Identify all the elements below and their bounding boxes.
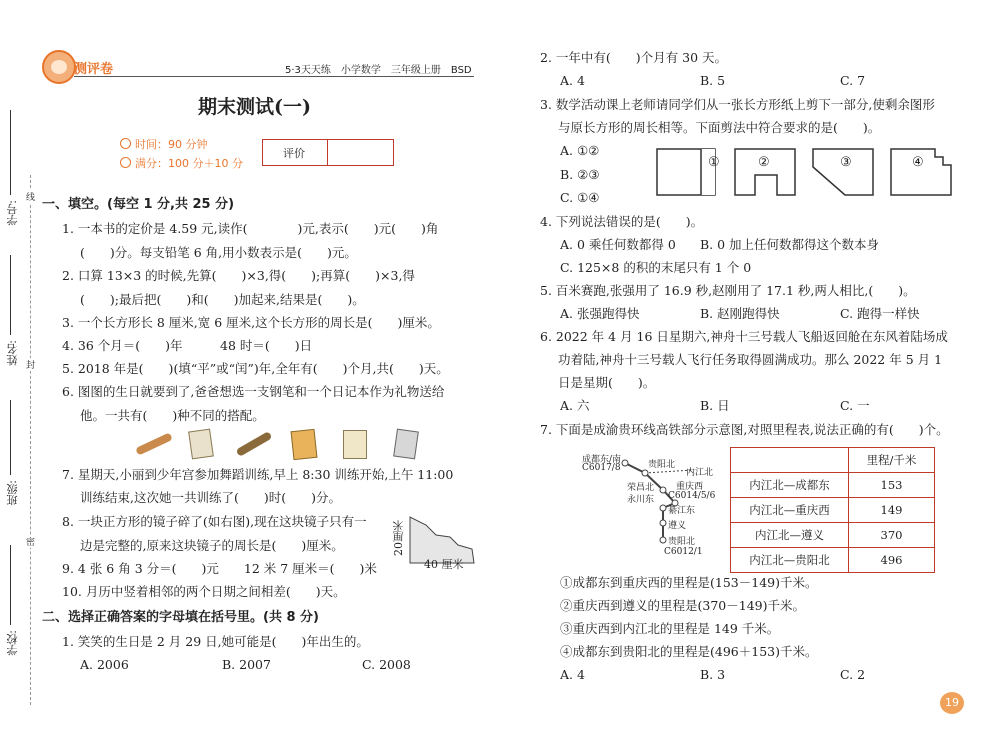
evaluation-label: 评价 bbox=[283, 147, 305, 160]
logo-text: 测评卷 bbox=[74, 62, 114, 77]
clock-icon bbox=[120, 138, 131, 149]
r-q7-option-c: C. 2 bbox=[840, 667, 866, 682]
map-label-qijiangdong: 綦江东 bbox=[668, 506, 696, 516]
map-label-rongchangbei: 荣昌北 bbox=[627, 483, 655, 493]
evaluation-divider bbox=[327, 140, 328, 165]
margin-mark-feng: 封 bbox=[26, 358, 35, 371]
table-cell-route: 内江北—贵阳北 bbox=[731, 548, 849, 573]
q2-line-a: 2. 口算 13×3 的时候,先算( )×3,得( );再算( )×3,得 bbox=[62, 268, 415, 283]
shape-1 bbox=[657, 149, 715, 195]
shape-4-label: ④ bbox=[912, 155, 924, 170]
r-q2-option-c: C. 7 bbox=[840, 73, 866, 88]
map-label-chengdu: 成都东/南 bbox=[582, 455, 622, 465]
time-limit: 时间：90 分钟 bbox=[135, 138, 208, 151]
r-q7-option-b: B. 3 bbox=[700, 667, 726, 682]
r-q2-option-b: B. 5 bbox=[700, 73, 726, 88]
logo bbox=[42, 50, 76, 84]
shape-2-label: ② bbox=[758, 155, 770, 170]
map-label-chongqingxi: 重庆西 bbox=[676, 482, 704, 492]
table-cell-route: 内江北—遵义 bbox=[731, 523, 849, 548]
table-cell-km: 149 bbox=[849, 498, 935, 523]
r-q6-option-a: A. 六 bbox=[560, 398, 590, 413]
map-label-guiyangbei-top: 贵阳北 bbox=[648, 460, 676, 470]
s2-q1-option-c: C. 2008 bbox=[362, 657, 411, 672]
r-q3-line-a: 3. 数学活动课上老师请同学们从一张长方形纸上剪下一部分,使剩余图形 bbox=[540, 97, 935, 112]
mirror-bottom-label: 40 厘米 bbox=[424, 558, 464, 571]
q7-line-b: 训练结束,这次她一共训练了( )时( )分。 bbox=[80, 490, 341, 505]
cut-shapes bbox=[655, 145, 955, 200]
s2-q1-option-b: B. 2007 bbox=[222, 657, 271, 672]
dashed-cut-line bbox=[30, 175, 31, 705]
r-q6-option-b: B. 日 bbox=[700, 398, 730, 413]
table-header-row bbox=[731, 448, 935, 473]
margin-mark-mi: 密 bbox=[26, 535, 35, 548]
r-q4-option-b: B. 0 加上任何数都得这个数本身 bbox=[700, 237, 880, 252]
q6-line-a: 6. 图图的生日就要到了,爸爸想选一支钢笔和一个日记本作为礼物送给 bbox=[62, 384, 445, 399]
r-q7-statement-3: ③重庆西到内江北的里程是 149 千米。 bbox=[560, 621, 780, 636]
q8-line-a: 8. 一块正方形的镜子碎了(如右图),现在这块镜子只有一 bbox=[62, 514, 367, 529]
r-q6-line-a: 6. 2022 年 4 月 16 日星期六,神舟十三号载人飞船返回舱在东风着陆场成 bbox=[540, 329, 948, 344]
margin-label-name: 姓名: bbox=[6, 340, 19, 366]
r-q4-option-c: C. 125×8 的积的末尾只有 1 个 0 bbox=[560, 260, 752, 275]
margin-line-school bbox=[10, 545, 11, 625]
margin-mark-xian: 线 bbox=[26, 190, 35, 203]
q6-line-b: 他。一共有( )种不同的搭配。 bbox=[80, 408, 265, 423]
q2-line-b: ( );最后把( )和( )加起来,结果是( )。 bbox=[80, 292, 365, 307]
section-1-title: 一、填空。(每空 1 分,共 25 分) bbox=[42, 197, 235, 212]
r-q5-line: 5. 百米赛跑,张强用了 16.9 秒,赵刚用了 17.1 秒,两人相比,( )。 bbox=[540, 283, 916, 298]
r-q3-option-c: C. ①④ bbox=[560, 190, 600, 205]
map-label-zunyi: 遵义 bbox=[668, 521, 687, 531]
q1-line-a: 1. 一本书的定价是 4.59 元,读作( )元,表示( )元( )角 bbox=[62, 221, 439, 236]
map-label-c6014: C6014/5/6 bbox=[668, 491, 716, 501]
margin-label-school: 学校: bbox=[6, 630, 19, 656]
full-score: 满分：100 分＋10 分 bbox=[135, 157, 243, 170]
r-q5-option-c: C. 跑得一样快 bbox=[840, 306, 920, 321]
r-q5-option-b: B. 赵刚跑得快 bbox=[700, 306, 780, 321]
section-2-title: 二、选择正确答案的字母填在括号里。(共 8 分) bbox=[42, 610, 319, 625]
q10-line: 10. 月历中竖着相邻的两个日期之间相差( )天。 bbox=[62, 584, 346, 599]
shape-3-label: ③ bbox=[840, 155, 852, 170]
table-cell-route: 内江北—重庆西 bbox=[731, 498, 849, 523]
margin-line-name bbox=[10, 255, 11, 335]
r-q7-line: 7. 下面是成渝贵环线高铁部分示意图,对照里程表,说法正确的有( )个。 bbox=[540, 422, 949, 437]
r-q7-statement-2: ②重庆西到遵义的里程是(370－149)千米。 bbox=[560, 598, 805, 613]
table-cell-route: 内江北—成都东 bbox=[731, 473, 849, 498]
margin-line-student-id bbox=[10, 110, 11, 195]
mirror-side-label: 20厘米 bbox=[392, 520, 405, 556]
notebook-icon bbox=[291, 429, 318, 460]
s2-q1-option-a: A. 2006 bbox=[80, 657, 129, 672]
r-q2-line: 2. 一年中有( )个月有 30 天。 bbox=[540, 50, 728, 65]
q9-line: 9. 4 张 6 角 3 分＝( )元 12 米 7 厘米＝( )米 bbox=[62, 561, 377, 576]
page-number: 19 bbox=[940, 692, 964, 714]
r-q4-line: 4. 下列说法错误的是( )。 bbox=[540, 214, 704, 229]
header-rule bbox=[74, 76, 474, 77]
margin-label-student-id: 学号: bbox=[6, 200, 19, 226]
r-q6-line-c: 日是星期( )。 bbox=[558, 375, 656, 390]
table-cell-km: 496 bbox=[849, 548, 935, 573]
logo-face bbox=[51, 60, 67, 74]
map-label-c6012: C6012/1 bbox=[664, 547, 703, 557]
series-header: 5·3天天练 小学数学 三年级上册 BSD bbox=[285, 65, 472, 76]
r-q7-statement-4: ④成都东到贵阳北的里程是(496＋153)千米。 bbox=[560, 644, 818, 659]
map-label-neijiangbei: 内江北 bbox=[686, 468, 714, 478]
table-row bbox=[731, 548, 935, 573]
r-q3-line-b: 与原长方形的周长相等。下面剪法中符合要求的是( )。 bbox=[558, 120, 881, 135]
q8-line-b: 边是完整的,原来这块镜子的周长是( )厘米。 bbox=[80, 538, 344, 553]
r-q7-option-a: A. 4 bbox=[560, 667, 585, 682]
table-header-km: 里程/千米 bbox=[849, 448, 935, 473]
notebook-icon bbox=[188, 429, 214, 460]
r-q6-line-b: 功着陆,神舟十三号载人飞行任务取得圆满成功。那么 2022 年 5 月 1 bbox=[558, 352, 943, 367]
mileage-table bbox=[730, 447, 935, 573]
q3-line: 3. 一个长方形长 8 厘米,宽 6 厘米,这个长方形的周长是( )厘米。 bbox=[62, 315, 440, 330]
table-row bbox=[731, 523, 935, 548]
score-icon bbox=[120, 157, 131, 168]
table-row bbox=[731, 473, 935, 498]
r-q4-option-a: A. 0 乘任何数都得 0 bbox=[560, 237, 676, 252]
q7-line-a: 7. 星期天,小丽到少年宫参加舞蹈训练,早上 8:30 训练开始,上午 11:00 bbox=[62, 467, 454, 482]
table-cell-km: 370 bbox=[849, 523, 935, 548]
map-label-yongchuandong: 永川东 bbox=[627, 495, 655, 505]
map-label-c6017: C6017/8 bbox=[582, 463, 621, 473]
evaluation-box bbox=[262, 139, 394, 166]
table-cell-km: 153 bbox=[849, 473, 935, 498]
r-q7-statement-1: ①成都东到重庆西的里程是(153－149)千米。 bbox=[560, 575, 818, 590]
table-row bbox=[731, 498, 935, 523]
r-q3-option-a: A. ①② bbox=[560, 143, 600, 158]
pen-icon bbox=[236, 431, 273, 457]
page-title: 期末测试(一) bbox=[198, 96, 311, 118]
q5-line: 5. 2018 年是( )(填“平”或“闰”)年,全年有( )个月,共( )天。 bbox=[62, 361, 449, 376]
table-header-blank bbox=[731, 448, 849, 473]
notebook-icon bbox=[393, 429, 419, 460]
map-label-guiyangbei-bottom: 贵阳北 bbox=[668, 537, 696, 547]
margin-line-class bbox=[10, 400, 11, 475]
shape-1-label: ① bbox=[708, 155, 720, 170]
r-q3-option-b: B. ②③ bbox=[560, 167, 600, 182]
notebook-icon bbox=[343, 430, 367, 459]
r-q6-option-c: C. 一 bbox=[840, 398, 870, 413]
pen-icon bbox=[135, 432, 173, 455]
q1-line-b: ( )分。每支铅笔 6 角,用小数表示是( )元。 bbox=[80, 245, 357, 260]
r-q2-option-a: A. 4 bbox=[560, 73, 585, 88]
r-q5-option-a: A. 张强跑得快 bbox=[560, 306, 640, 321]
s2-q1-line: 1. 笑笑的生日是 2 月 29 日,她可能是( )年出生的。 bbox=[62, 634, 369, 649]
binding-margin bbox=[0, 0, 40, 730]
q4-line: 4. 36 个月＝( )年 48 时＝( )日 bbox=[62, 338, 313, 353]
margin-label-class: 班级: bbox=[6, 480, 19, 506]
